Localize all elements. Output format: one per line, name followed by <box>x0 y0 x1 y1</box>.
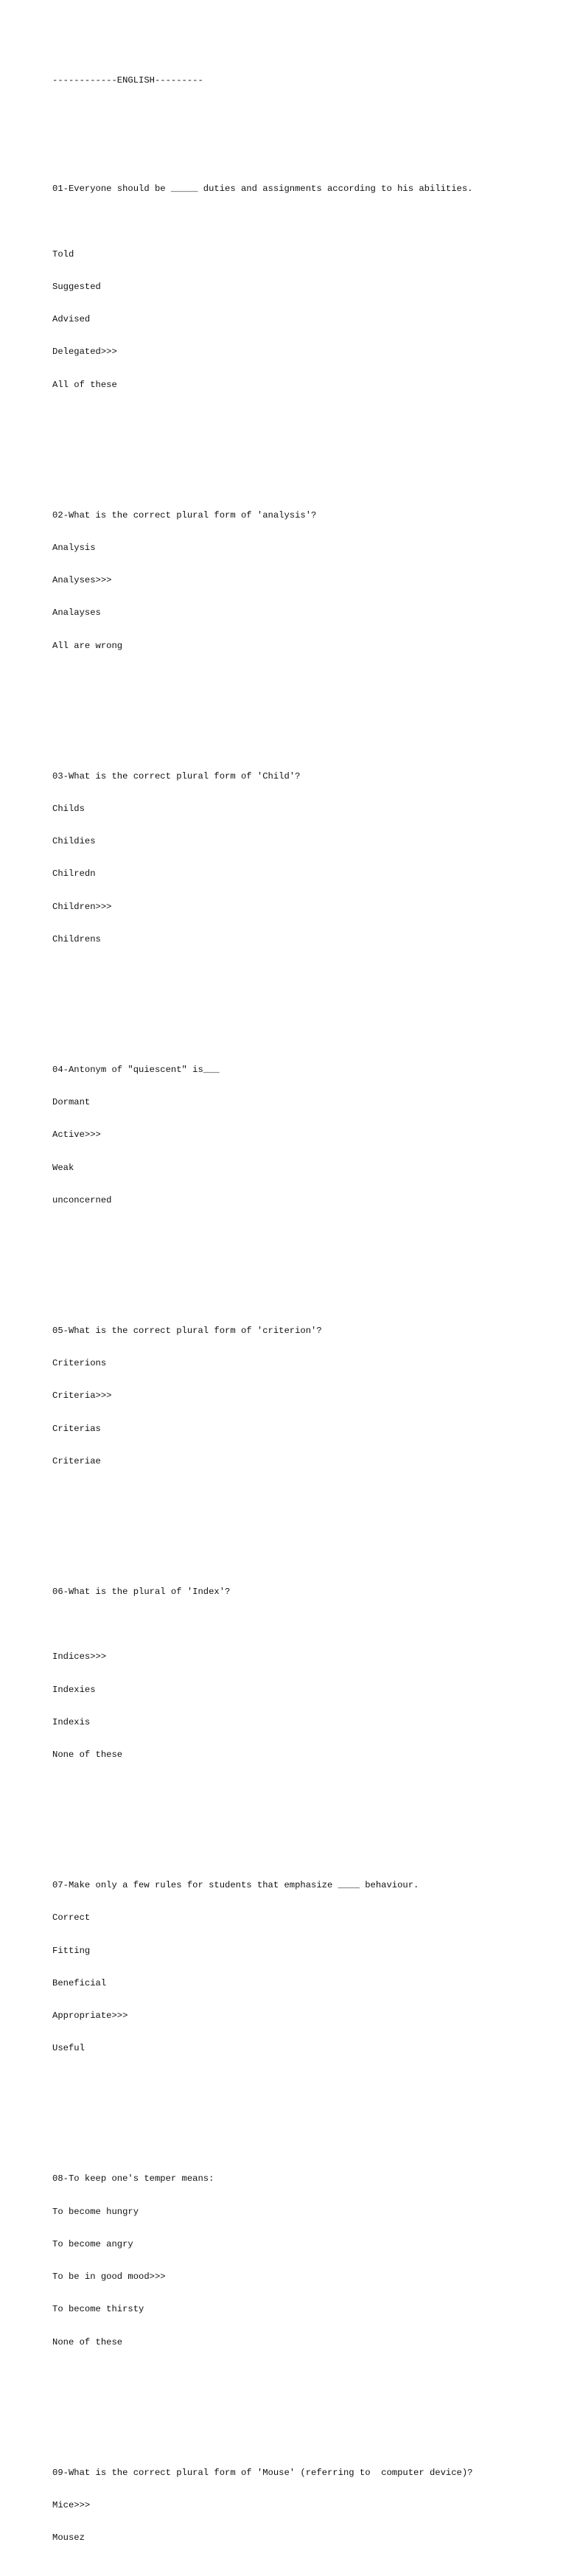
option: Appropriate>>> <box>52 2011 128 2021</box>
option: Dormant <box>52 1097 91 1107</box>
option: Criteria>>> <box>52 1390 112 1402</box>
option: To become angry <box>52 2238 133 2249</box>
question-text: 09-What is the correct plural form of 'Mouse' (referring to computer device)? <box>52 2467 473 2478</box>
option: Childs <box>52 803 85 814</box>
question-block <box>52 1859 553 2076</box>
option: To become thirsty <box>52 2304 144 2315</box>
option: unconcerned <box>52 1194 112 1205</box>
option: Criteriae <box>52 1455 101 1466</box>
option: Useful <box>52 2043 85 2054</box>
question-text: 03-What is the correct plural form of 'Child'? <box>52 770 301 781</box>
option: None of these <box>52 1750 123 1760</box>
option: Indexis <box>52 1716 91 1727</box>
spacer <box>52 2098 553 2109</box>
spacer <box>52 108 553 119</box>
option: Indices>>> <box>52 1651 107 1663</box>
option: Advised <box>52 314 91 324</box>
question-text: 07-Make only a few rules for students that emphasize ____ behaviour. <box>52 1880 419 1890</box>
option: Delegated>>> <box>52 347 117 358</box>
question-block <box>52 1564 553 1782</box>
question-text: 01-Everyone should be _____ duties and assignments according to his abilities. <box>52 184 473 194</box>
option: To be in good mood>>> <box>52 2272 166 2282</box>
option: Childies <box>52 836 96 846</box>
option: Analyses>>> <box>52 575 112 585</box>
option: Correct <box>52 1912 91 1924</box>
question-text: 08-To keep one's temper means: <box>52 2173 214 2185</box>
question-text: 02-What is the correct plural form of 'analysis'? <box>52 509 317 521</box>
option: Told <box>52 248 74 260</box>
option: Active>>> <box>52 1129 101 1141</box>
spacer <box>52 695 553 706</box>
spacer <box>52 216 553 227</box>
option: Childrens <box>52 933 101 944</box>
option: Mice>>> <box>52 2499 91 2510</box>
option: Beneficial <box>52 1977 107 1988</box>
spacer <box>52 1511 553 1522</box>
question-block <box>52 1303 553 1489</box>
spacer <box>52 434 553 445</box>
question-text: 06-What is the plural of 'Index'? <box>52 1586 231 1597</box>
question-block <box>52 162 553 412</box>
question-block <box>52 488 553 673</box>
question-block <box>52 1042 553 1228</box>
question-block <box>52 2446 553 2565</box>
option: Mousez <box>52 2533 85 2543</box>
question-text: 04-Antonym of "quiescent" is___ <box>52 1064 220 1075</box>
option: Weak <box>52 1162 74 1173</box>
option: All are wrong <box>52 640 123 651</box>
option: To become hungry <box>52 2206 139 2217</box>
option: All of these <box>52 379 117 390</box>
spacer <box>52 1619 553 1630</box>
question-block <box>52 749 553 967</box>
option: Criterions <box>52 1358 107 1368</box>
spacer <box>52 989 553 1000</box>
option: Analayses <box>52 608 101 619</box>
option: Indexies <box>52 1684 96 1695</box>
option: Fitting <box>52 1945 91 1956</box>
option: Criterias <box>52 1423 101 1434</box>
option: Analysis <box>52 542 96 553</box>
document-page <box>52 53 553 2576</box>
spacer <box>52 1250 553 1261</box>
spacer <box>52 1804 553 1815</box>
option: Chilredn <box>52 868 96 880</box>
option: None of these <box>52 2336 123 2347</box>
option: Children>>> <box>52 901 112 912</box>
question-block <box>52 2152 553 2370</box>
section-header: ------------ENGLISH--------- <box>52 74 203 86</box>
spacer <box>52 2391 553 2402</box>
option: Suggested <box>52 281 101 292</box>
question-text: 05-What is the correct plural form of 'criterion'? <box>52 1325 322 1336</box>
